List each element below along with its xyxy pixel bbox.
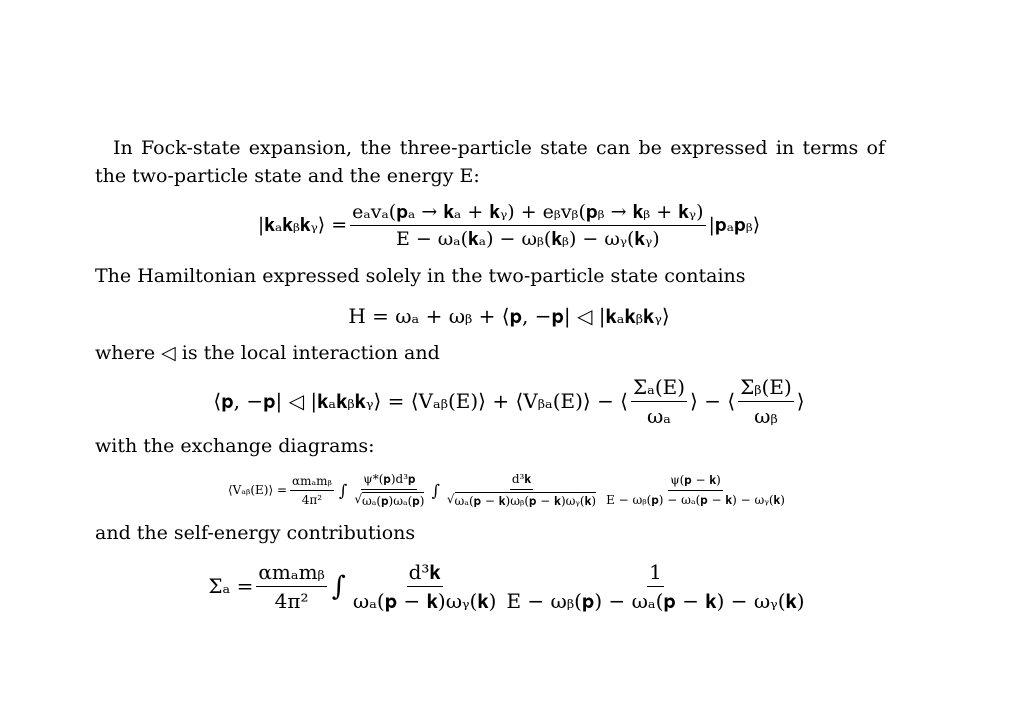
equation-exchange-diagram: ⟨Vₐᵦ(E)⟩ = $\frac{\text{αmₐmᵦ}}{\text{4π²}}$ ∫ ψ*(𝐩)d³𝐩 √ ωₐ(𝐩)ωₐ(𝐩) ∫ d³𝐤 √ ωₐ(𝐩 − 𝐤)ωᵦ(𝐩 − 𝐤)ωᵧ(𝐤) $\frac{\text{ψ(𝐩 − 𝐤)}}{\text{E − ωᵦ(𝐩) − ωₐ(𝐩 − 𝐤) − ωᵧ(𝐤)}}$ xyxy=(228,471,785,508)
sigma-a-fraction: $\frac{\text{Σₐ(E)}}{\text{ωₐ}}$ xyxy=(632,374,686,428)
sigma-b-fraction: $\frac{\text{Σᵦ(E)}}{\text{ωᵦ}}$ xyxy=(740,374,792,428)
self-energy-paragraph: and the self-energy contributions xyxy=(95,522,416,544)
equation-local-interaction: ⟨𝐩, −𝐩| ◁ |𝐤ₐ𝐤ᵦ𝐤ᵧ⟩ = ⟨Vₐᵦ(E)⟩ + ⟨Vᵦₐ(E)⟩ − ⟨ $\frac{\text{Σₐ(E)}}{\text{ωₐ}}$ ⟩ − ⟨ $\frac{\text{Σᵦ(E)}}{\text{ωᵦ}}$ ⟩ xyxy=(213,374,805,428)
sqrt-symbol: √ ωₐ(𝐩)ωₐ(𝐩) xyxy=(354,491,425,508)
equation-hamiltonian: H = ωₐ + ωᵦ + ⟨𝐩, −𝐩| ◁ |𝐤ₐ𝐤ᵦ𝐤ᵧ⟩ xyxy=(348,304,670,328)
integral-sign: ∫ xyxy=(331,570,346,602)
eq1-fraction: $\frac{\text{eₐvₐ(𝐩ₐ → 𝐤ₐ + 𝐤ᵧ) + eᵦvᵦ(𝐩ᵦ → 𝐤ᵦ + 𝐤ᵧ)}}{\text{E − ωₐ(𝐤ₐ) − ωᵦ(𝐤ᵦ) − ωᵧ(𝐤ᵧ)}}$ xyxy=(352,200,704,250)
intro-paragraph: In Fock-state expansion, the three-particle state can be expressed in terms of the two-particle state and the energy E: xyxy=(95,137,885,187)
equation-self-energy: Σₐ = $\frac{\text{αmₐmᵦ}}{\text{4π²}}$ ∫ $\frac{\text{d³𝐤}}{\text{ωₐ(𝐩 − 𝐤)ωᵧ(𝐤)}}$ $\frac{1}{\text{E − ωᵦ(𝐩) − ωₐ(𝐩 − 𝐤) − ωᵧ(𝐤)}}$ xyxy=(208,559,805,613)
equation-three-particle-state: |𝐤ₐ𝐤ᵦ𝐤ᵧ⟩ = $\frac{\text{eₐvₐ(𝐩ₐ → 𝐤ₐ + 𝐤ᵧ) + eᵦvᵦ(𝐩ᵦ → 𝐤ᵦ + 𝐤ᵧ)}}{\text{E − ωₐ(𝐤ₐ) − ωᵦ(𝐤ᵦ) − ωᵧ(𝐤ᵧ)}}$ |𝐩ₐ𝐩ᵦ⟩ xyxy=(257,200,761,250)
integral-sign: ∫ xyxy=(431,480,440,500)
hamiltonian-paragraph: The Hamiltonian expressed solely in the two-particle state contains xyxy=(95,265,746,287)
exchange-paragraph: with the exchange diagrams: xyxy=(95,435,375,457)
local-interaction-paragraph: where ◁ is the local interaction and xyxy=(95,342,440,364)
integral-sign: ∫ xyxy=(338,480,348,500)
sqrt-symbol: √ ωₐ(𝐩 − 𝐤)ωᵦ(𝐩 − 𝐤)ωᵧ(𝐤) xyxy=(446,491,597,508)
